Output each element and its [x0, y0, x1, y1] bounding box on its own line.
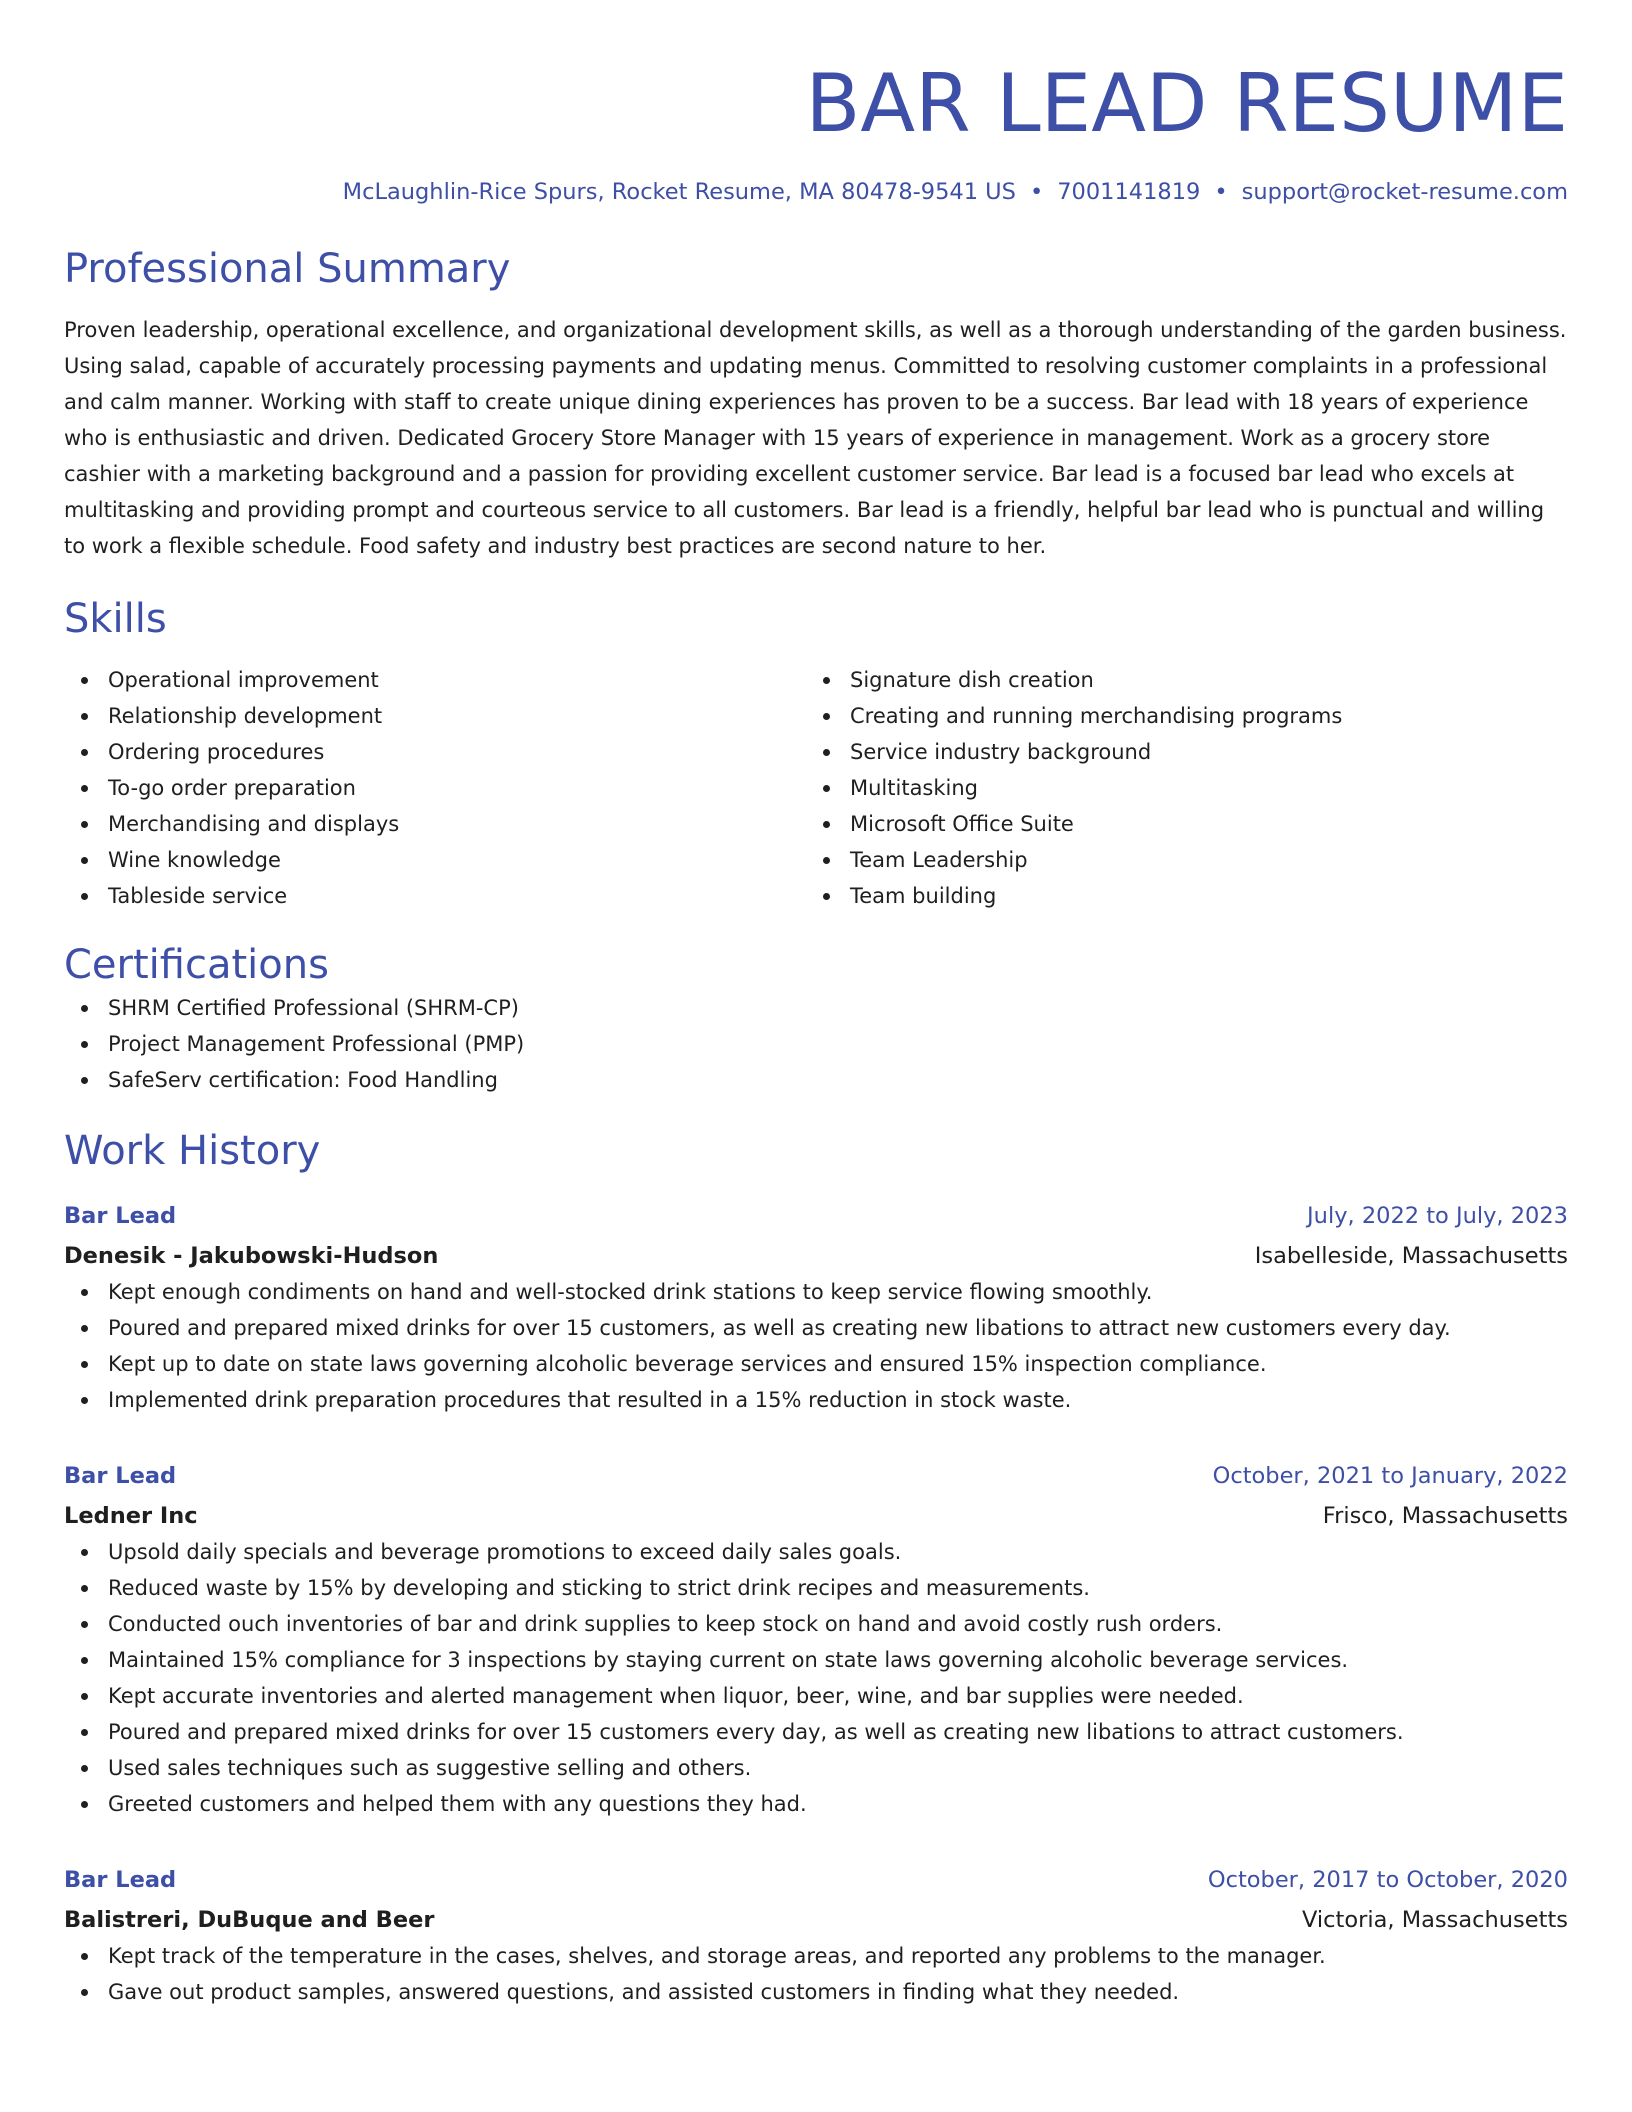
job-header-row: [64, 1198, 1568, 1234]
contact-email: support@rocket-resume.com: [1241, 179, 1568, 205]
skills-column-right: [806, 662, 1548, 914]
certification-item: SHRM Certified Professional (SHRM-CP): [64, 990, 1568, 1026]
skill-item: Signature dish creation: [806, 662, 1548, 698]
job-company: Denesik - Jakubowski-Hudson: [64, 1243, 439, 1269]
job-company: Balistreri, DuBuque and Beer: [64, 1907, 435, 1933]
job-title: Bar Lead: [64, 1463, 177, 1489]
summary-heading: Professional Summary: [64, 246, 511, 292]
skills-grid: [64, 662, 1568, 914]
job-bullet-list: [64, 1274, 1568, 1418]
job-company-row: [64, 1234, 1568, 1274]
job-header-row: [64, 1862, 1568, 1898]
job-header-row: [64, 1458, 1568, 1494]
skill-item: Microsoft Office Suite: [806, 806, 1548, 842]
skills-heading: Skills: [64, 596, 167, 642]
job-company-row: [64, 1898, 1568, 1938]
job-entry: [64, 1458, 1568, 1822]
job-bullet: Kept up to date on state laws governing alcoholic beverage services and ensured 15% inspection compliance.: [64, 1346, 1568, 1382]
job-bullet-list: [64, 1534, 1568, 1822]
job-bullet: Upsold daily specials and beverage promotions to exceed daily sales goals.: [64, 1534, 1568, 1570]
resume-page: [64, 0, 1568, 2010]
job-entry: [64, 1862, 1568, 2010]
job-title: Bar Lead: [64, 1867, 177, 1893]
job-bullet: Reduced waste by 15% by developing and sticking to strict drink recipes and measurements.: [64, 1570, 1568, 1606]
skill-item: Service industry background: [806, 734, 1548, 770]
skill-item: Operational improvement: [64, 662, 806, 698]
job-bullet: Kept accurate inventories and alerted management when liquor, beer, wine, and bar supplies were needed.: [64, 1678, 1568, 1714]
job-location: Frisco, Massachusetts: [1322, 1503, 1568, 1529]
job-location: Isabelleside, Massachusetts: [1254, 1243, 1568, 1269]
skill-item: Tableside service: [64, 878, 806, 914]
job-bullet: Maintained 15% compliance for 3 inspections by staying current on state laws governing alcoholic beverage services.: [64, 1642, 1568, 1678]
job-bullet: Greeted customers and helped them with any questions they had.: [64, 1786, 1568, 1822]
job-bullet: Gave out product samples, answered questions, and assisted customers in finding what they needed.: [64, 1974, 1568, 2010]
contact-phone: 7001141819: [1057, 179, 1201, 205]
skills-column-left: [64, 662, 806, 914]
skill-item: To-go order preparation: [64, 770, 806, 806]
contact-separator: •: [1029, 179, 1044, 205]
contact-separator: •: [1214, 179, 1228, 205]
skills-list-left: [64, 662, 806, 914]
certification-item: Project Management Professional (PMP): [64, 1026, 1568, 1062]
skill-item: Ordering procedures: [64, 734, 806, 770]
skill-item: Creating and running merchandising programs: [806, 698, 1548, 734]
contact-address: McLaughlin-Rice Spurs, Rocket Resume, MA 80478-9541 US: [342, 179, 1016, 205]
skill-item: Team Leadership: [806, 842, 1548, 878]
job-title: Bar Lead: [64, 1203, 177, 1229]
job-bullet: Poured and prepared mixed drinks for over 15 customers, as well as creating new libations to attract new customers every day.: [64, 1310, 1568, 1346]
skill-item: Merchandising and displays: [64, 806, 806, 842]
skill-item: Multitasking: [806, 770, 1548, 806]
job-bullet: Kept track of the temperature in the cases, shelves, and storage areas, and reported any problems to the manager.: [64, 1938, 1568, 1974]
job-bullet: Used sales techniques such as suggestive selling and others.: [64, 1750, 1568, 1786]
work-history-heading: Work History: [64, 1128, 321, 1174]
summary-text: Proven leadership, operational excellence, and organizational development skills, as well as a thorough understanding of the garden business. Using salad, capable of accurately processing payments and updating menus. Committed to resolving customer complaints in a professional and calm manner. Working with staff to create unique dining experiences has proven to be a success. Bar lead with 18 years of experience who is enthusiastic and driven. Dedicated Grocery Store Manager with 15 years of experience in management. Work as a grocery store cashier with a marketing background and a passion for providing excellent customer service. Bar lead is a focused bar lead who excels at multitasking and providing prompt and courteous service to all customers. Bar lead is a friendly, helpful bar lead who is punctual and willing to work a flexible schedule. Food safety and industry best practices are second nature to her.: [64, 318, 1567, 558]
job-location: Victoria, Massachusetts: [1302, 1907, 1568, 1933]
job-entry: [64, 1198, 1568, 1418]
job-dates: October, 2017 to October, 2020: [1207, 1867, 1568, 1893]
job-company: Ledner Inc: [64, 1503, 198, 1529]
job-bullet: Conducted ouch inventories of bar and drink supplies to keep stock on hand and avoid costly rush orders.: [64, 1606, 1568, 1642]
contact-line: [64, 176, 1568, 208]
certifications-list: [64, 990, 1568, 1098]
skill-item: Wine knowledge: [64, 842, 806, 878]
skills-list-right: [806, 662, 1548, 914]
skill-item: Team building: [806, 878, 1548, 914]
job-dates: October, 2021 to January, 2022: [1212, 1463, 1568, 1489]
job-bullet-list: [64, 1938, 1568, 2010]
job-dates: July, 2022 to July, 2023: [1307, 1203, 1568, 1229]
job-bullet: Poured and prepared mixed drinks for over 15 customers every day, as well as creating new libations to attract customers.: [64, 1714, 1568, 1750]
job-bullet: Kept enough condiments on hand and well-stocked drink stations to keep service flowing smoothly.: [64, 1274, 1568, 1310]
job-company-row: [64, 1494, 1568, 1534]
job-bullet: Implemented drink preparation procedures that resulted in a 15% reduction in stock waste.: [64, 1382, 1568, 1418]
certification-item: SafeServ certification: Food Handling: [64, 1062, 1568, 1098]
skill-item: Relationship development: [64, 698, 806, 734]
resume-title: BAR LEAD RESUME: [805, 57, 1568, 150]
certifications-heading: Certifications: [64, 942, 329, 988]
